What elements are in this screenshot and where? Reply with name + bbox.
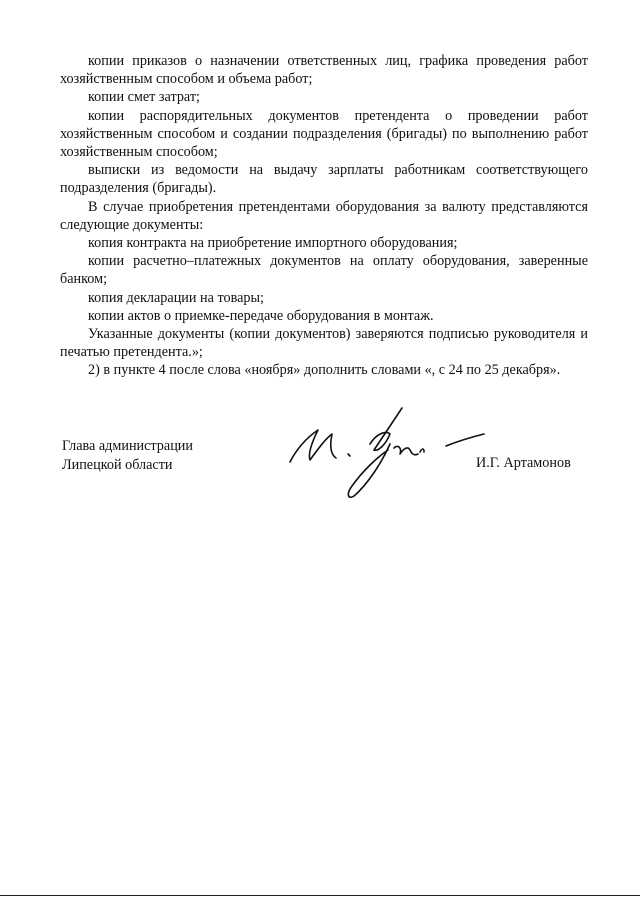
paragraph: 2) в пункте 4 после слова «ноября» дополнить словами «, с 24 по 25 декабря». xyxy=(88,362,561,379)
paragraph: копии распорядительных документов претендента о проведении работ хозяйственным способом и создании подразделения (бригады) по выполнению работ хозяйственным способом; xyxy=(60,107,588,161)
signatory-position xyxy=(62,437,193,475)
paragraph: Указанные документы (копии документов) заверяются подписью руководителя и печатью претендента.»; xyxy=(60,326,588,361)
paragraph: копии смет затрат; xyxy=(88,89,200,106)
signatory-position-line: Глава администрации xyxy=(62,438,193,454)
paragraph: выписки из ведомости на выдачу зарплаты работникам соответствующего подразделения (бригады). xyxy=(60,162,588,197)
paragraph: копии актов о приемке-передаче оборудования в монтаж. xyxy=(88,307,434,324)
paragraph: копии приказов о назначении ответственных лиц, графика проведения работ хозяйственным способом и объема работ; xyxy=(60,53,588,88)
paragraph: копия контракта на приобретение импортного оборудования; xyxy=(88,235,458,252)
paragraph: копии расчетно–платежных документов на оплату оборудования, заверенные банком; xyxy=(60,253,588,288)
signatory-position-line: Липецкой области xyxy=(62,457,173,473)
handwritten-signature xyxy=(278,400,488,512)
paragraph: В случае приобретения претендентами оборудования за валюту представляются следующие документы: xyxy=(60,198,588,233)
signatory-name: И.Г. Артамонов xyxy=(476,455,571,471)
page-bottom-rule xyxy=(0,895,640,896)
paragraph: копия декларации на товары; xyxy=(88,289,264,306)
